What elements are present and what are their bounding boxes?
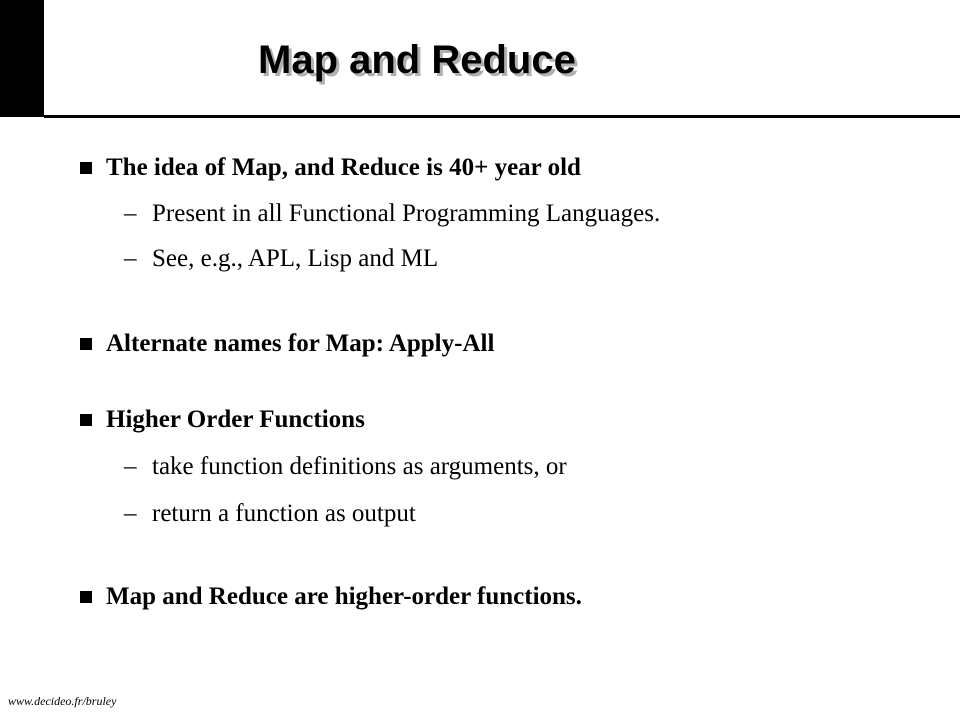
square-bullet-icon — [80, 162, 92, 174]
bullet-item — [80, 405, 365, 435]
sub-bullet-text: Present in all Functional Programming Languages. — [152, 200, 661, 227]
dash-marker: – — [124, 500, 137, 527]
bullet-text: Higher Order Functions — [106, 406, 365, 433]
dash-marker: – — [124, 200, 137, 227]
bullet-text: The idea of Map, and Reduce is 40+ year old — [106, 154, 581, 181]
sub-bullet-item — [124, 199, 660, 229]
bullet-item — [80, 329, 495, 359]
dash-marker: – — [124, 453, 137, 480]
bullet-item — [80, 153, 581, 183]
bullet-text: Alternate names for Map: Apply-All — [106, 330, 495, 357]
square-bullet-icon — [80, 338, 92, 350]
left-accent-bar — [0, 0, 44, 117]
sub-bullet-text: return a function as output — [152, 500, 416, 527]
title-underline-rule — [44, 115, 960, 118]
square-bullet-icon — [80, 414, 92, 426]
footer-source: www.decideo.fr/bruley — [8, 694, 117, 708]
sub-bullet-item — [124, 244, 438, 274]
square-bullet-icon — [80, 591, 92, 603]
sub-bullet-item — [124, 499, 416, 529]
dash-marker: – — [124, 245, 137, 272]
slide-title: Map and Reduce — [258, 38, 576, 82]
bullet-text: Map and Reduce are higher-order functions. — [106, 583, 582, 610]
sub-bullet-item — [124, 452, 567, 482]
sub-bullet-text: See, e.g., APL, Lisp and ML — [152, 245, 439, 272]
bullet-item — [80, 582, 582, 612]
sub-bullet-text: take function definitions as arguments, or — [152, 453, 567, 480]
